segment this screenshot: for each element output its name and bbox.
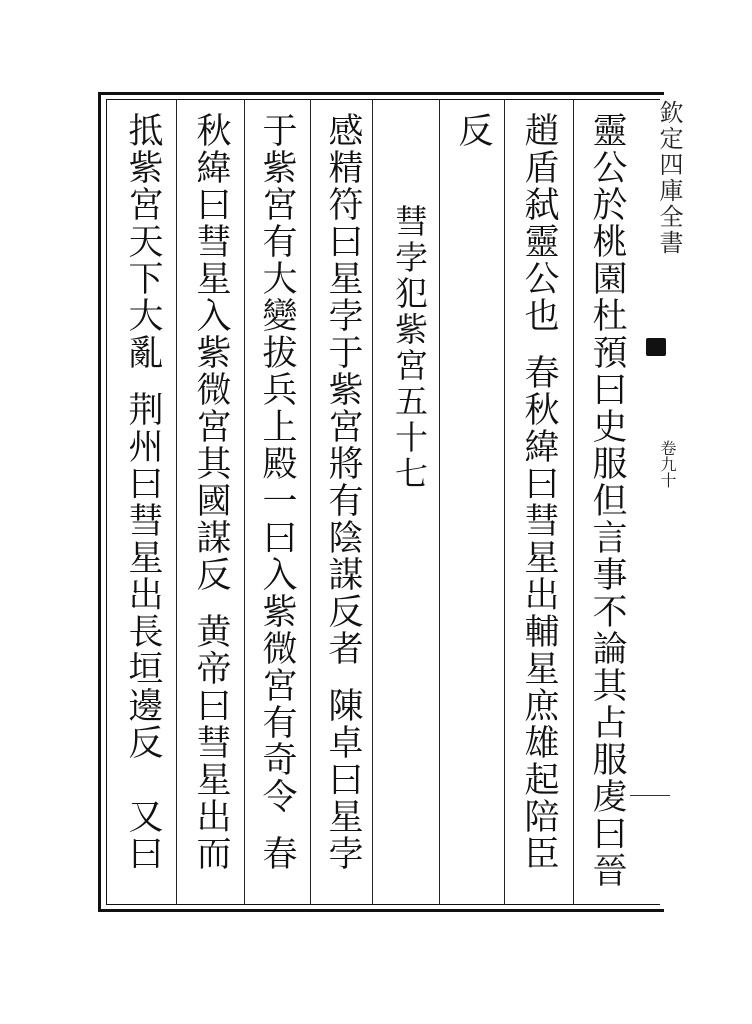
column-text: 于紫宮有大變拔兵上殿一曰入紫微宮有奇令 — [257, 112, 297, 815]
column-rule — [439, 99, 440, 905]
column-text-continuation: 陳卓曰星孛 — [323, 687, 363, 872]
text-column-1 — [586, 112, 628, 889]
column-text: 靈公於桃園杜預曰史服但言事不論其占服䖍曰晉 — [587, 112, 627, 889]
edge-line — [630, 795, 670, 796]
column-rule — [176, 99, 177, 905]
text-column-7 — [190, 112, 232, 872]
column-text: 抵紫宮天下大亂 — [123, 112, 163, 371]
margin-book-title: 欽定四庫全書 — [655, 100, 683, 256]
column-text: 反 — [453, 112, 493, 149]
column-text-continuation: 黄帝曰彗星出而 — [191, 613, 231, 872]
column-rule — [310, 99, 311, 905]
column-rule — [573, 99, 574, 905]
text-column-3 — [452, 112, 494, 149]
column-text-continuation: 荆州曰彗星出長垣邊反 又曰 — [123, 391, 163, 872]
column-text-continuation: 春 — [257, 835, 297, 872]
text-column-6 — [256, 112, 298, 872]
text-column-5 — [322, 112, 364, 872]
section-heading-text: 彗孛犯紫宮五十七 — [390, 204, 429, 492]
column-text: 感精符曰星孛于紫宮將有陰謀反者 — [323, 112, 363, 667]
column-text: 趙盾弑靈公也 — [519, 112, 559, 334]
column-rule — [504, 99, 505, 905]
text-column-8 — [122, 112, 164, 872]
column-rule — [372, 99, 373, 905]
margin-chapter-label: 卷九十 — [658, 440, 677, 488]
section-heading — [388, 204, 430, 492]
column-rule — [244, 99, 245, 905]
text-column-2 — [518, 112, 560, 872]
column-text-continuation: 春秋緯曰彗星出輔星庶雄起陪臣 — [519, 354, 559, 872]
column-text: 秋緯曰彗星入紫微宮其國謀反 — [191, 112, 231, 593]
fishtail-mark — [646, 338, 666, 356]
